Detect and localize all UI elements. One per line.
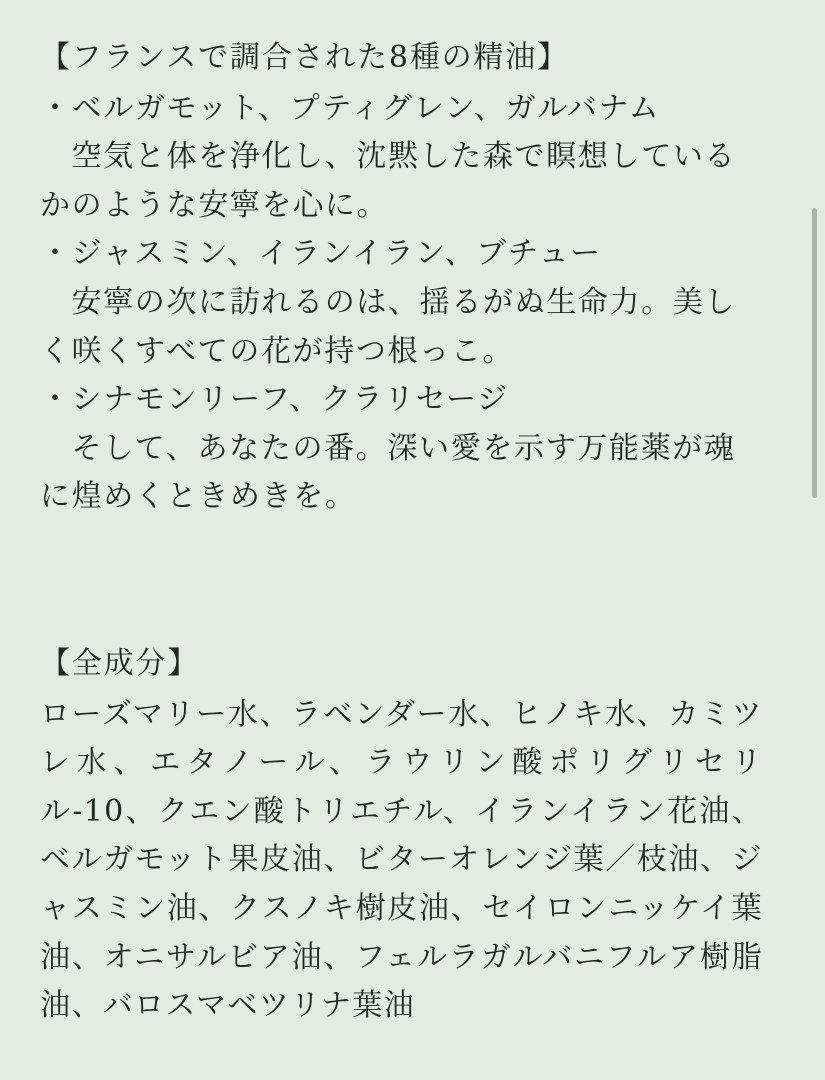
section-spacer (40, 522, 763, 640)
oil-group-1-description: 空気と体を浄化し、沈黙した森で瞑想しているかのような安寧を心に。 (40, 139, 737, 223)
essential-oils-heading: 【フランスで調合された8種の精油】 (40, 40, 569, 75)
oil-group-3-description: そして、あなたの番。深い愛を示す万能薬が魂に煌めくときめきを。 (40, 430, 736, 515)
oil-group-1-title: ・ベルガモット、プティグレン、ガルバナム (40, 90, 661, 126)
oil-group-2-description: 安寧の次に訪れるのは、揺るがぬ生命力。美しく咲くすべての花が持つ根っこ。 (40, 284, 737, 369)
oil-group-2-title: ・ジャスミン、イランイラン、ブチュー (40, 236, 602, 272)
ingredients-section (40, 640, 763, 1031)
ingredients-list: ローズマリー水、ラベンダー水、ヒノキ水、カミツレ水、エタノール、ラウリン酸ポリグリセリル-10、クエン酸トリエチル、イランイラン花油、ベルガモット果皮油、ビターオレンジ葉／枝油、ジャスミン油、クスノキ樹皮油、セイロンニッケイ葉油、オニサルビア油、フェルラガルバニフルア樹脂油、バロスマベツリナ葉油 (40, 696, 763, 1024)
scrollbar-track[interactable] (816, 0, 821, 1080)
oil-group-3-title: ・シナモンリーフ、クラリセージ (40, 382, 509, 418)
ingredients-heading: 【全成分】 (40, 645, 199, 681)
essential-oils-section (40, 34, 763, 522)
scrollbar-thumb[interactable] (812, 208, 817, 498)
